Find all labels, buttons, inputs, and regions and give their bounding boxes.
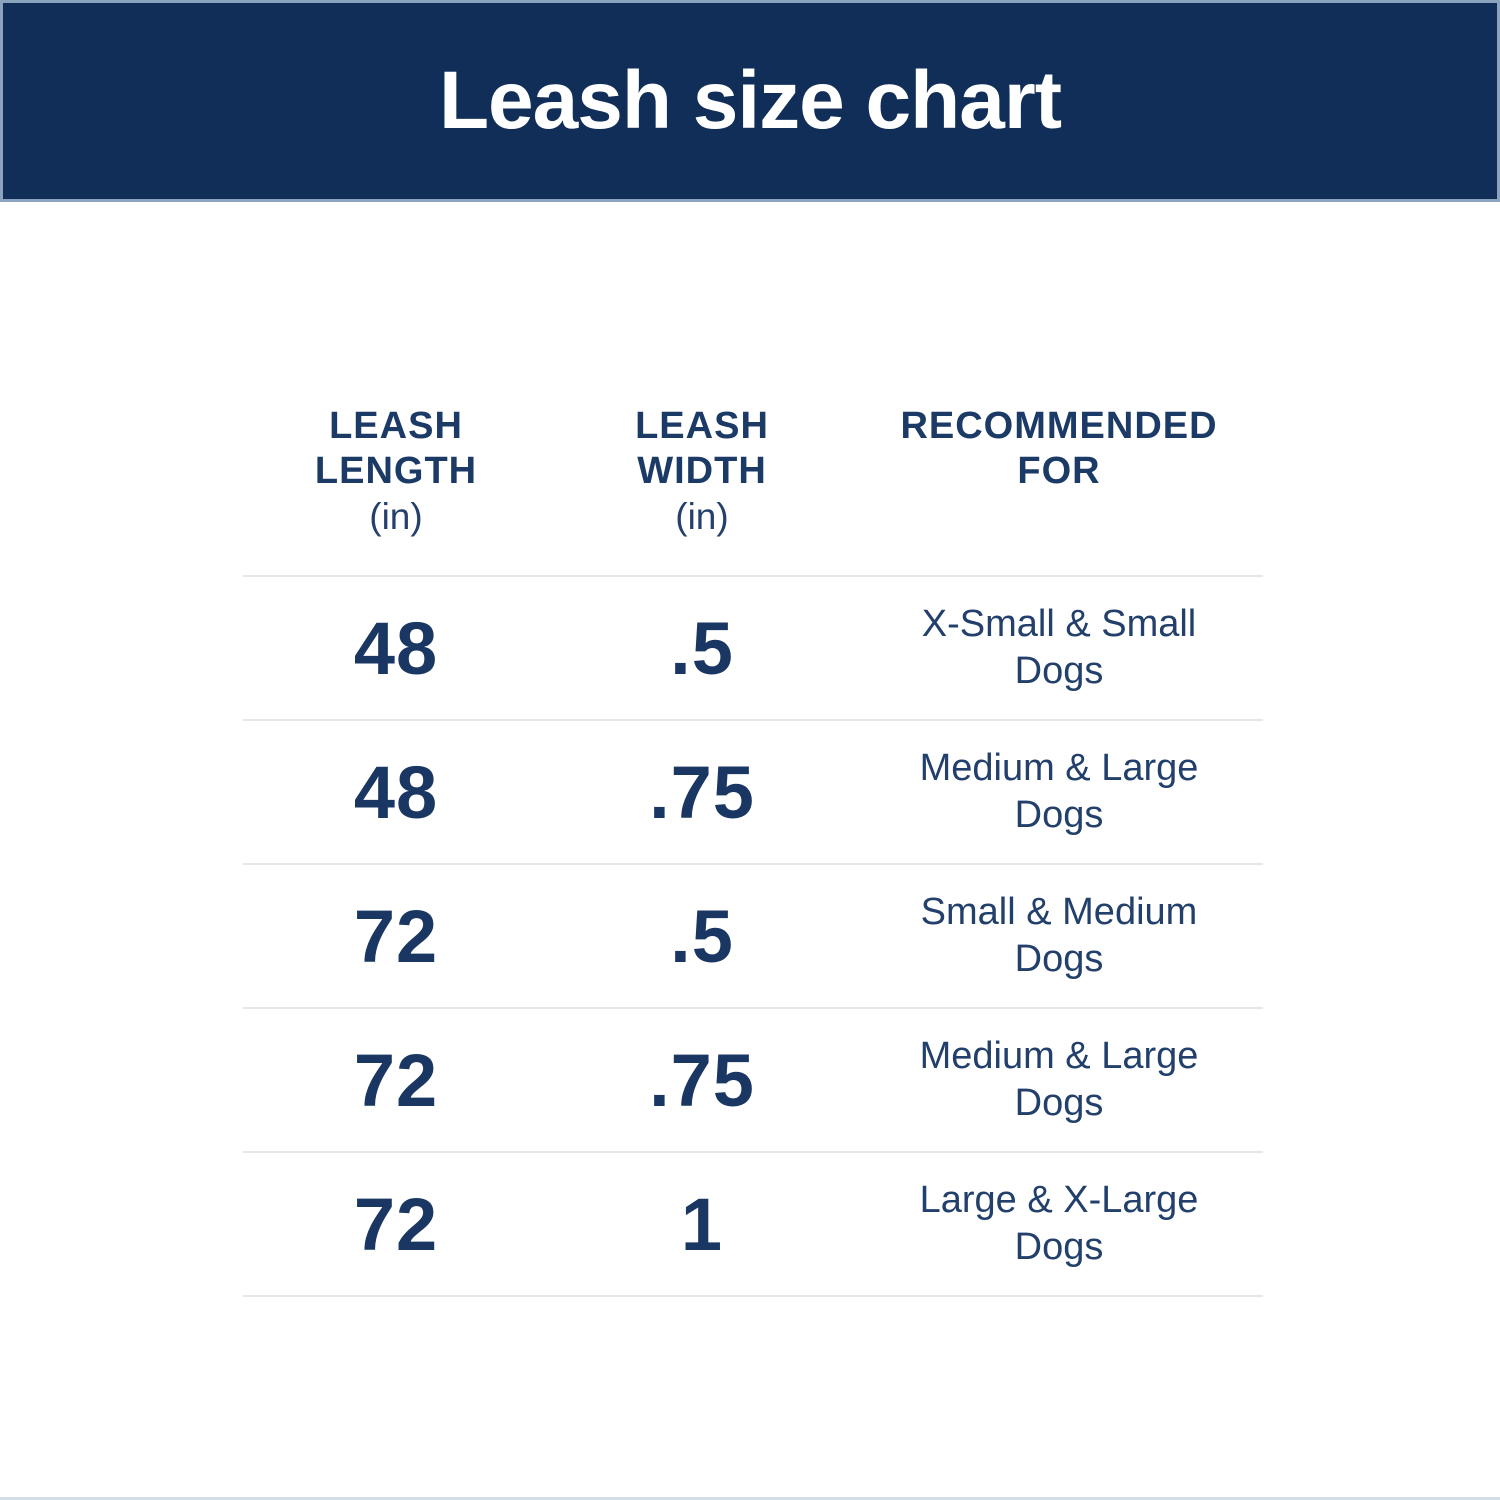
column-header-recommended-for <box>855 390 1263 575</box>
recommended-for-value <box>855 1033 1263 1126</box>
column-header-label: LEASH WIDTH <box>635 405 769 492</box>
column-header-unit: (in) <box>675 495 729 537</box>
size-table <box>243 390 1263 1297</box>
recommended-for-text: Large & X-Large Dogs <box>919 1179 1199 1268</box>
leash-length-value: 72 <box>353 894 439 978</box>
leash-length-value: 48 <box>353 606 439 690</box>
table-row <box>243 1007 1263 1151</box>
table-row <box>243 1151 1263 1295</box>
leash-width-value: .5 <box>670 606 734 690</box>
leash-length-value: 48 <box>353 750 439 834</box>
table-row <box>243 719 1263 863</box>
table-row <box>243 863 1263 1007</box>
recommended-for-text: Medium & Large Dogs <box>919 1035 1199 1124</box>
page-title: Leash size chart <box>438 55 1062 146</box>
title-banner <box>0 0 1500 202</box>
recommended-for-text: Medium & Large Dogs <box>919 747 1199 836</box>
column-header-unit: (in) <box>369 495 423 537</box>
leash-width-value: .5 <box>670 894 734 978</box>
table-header-row <box>243 390 1263 575</box>
recommended-for-value <box>855 1177 1263 1270</box>
recommended-for-text: X-Small & Small Dogs <box>921 603 1197 692</box>
table-row <box>243 575 1263 719</box>
column-header-leash-width <box>549 390 855 575</box>
leash-width-value: .75 <box>649 750 755 834</box>
table-bottom-divider <box>243 1295 1263 1297</box>
leash-width-value: 1 <box>680 1182 724 1266</box>
column-header-label: RECOMMENDED FOR <box>900 405 1218 492</box>
recommended-for-text: Small & Medium Dogs <box>920 891 1198 980</box>
leash-length-value: 72 <box>353 1038 439 1122</box>
leash-length-value: 72 <box>353 1182 439 1266</box>
recommended-for-value <box>855 601 1263 694</box>
recommended-for-value <box>855 745 1263 838</box>
leash-width-value: .75 <box>649 1038 755 1122</box>
recommended-for-value <box>855 889 1263 982</box>
column-header-leash-length <box>243 390 549 575</box>
column-header-label: LEASH LENGTH <box>314 405 478 492</box>
